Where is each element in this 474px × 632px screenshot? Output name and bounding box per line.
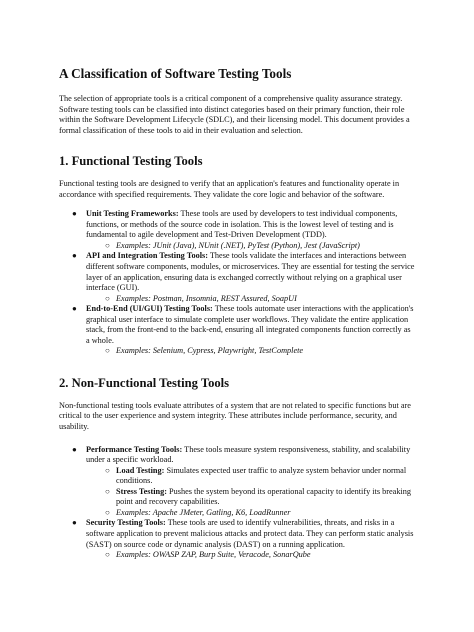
sub-text: Pushes the system beyond its operational capacity to identify its breaking point and recovery capabilities. <box>116 486 411 507</box>
examples-text: Examples: Apache JMeter, Gatling, K6, LoadRunner <box>116 507 291 517</box>
circle-bullet-icon: ○ <box>105 486 110 496</box>
item-text: These tools validate the interfaces and interactions between different software components, modules, or microservices. They are essential for testing the service layer of an application, ensuring data is exchanged correctly without relying on a graphical user interface (GUI). <box>86 251 415 293</box>
section-intro-non-functional: Non-functional testing tools evaluate attributes of a system that are not related to specific functions but are critical to the user experience and system integrity. These attributes include performance, security, and usability. <box>59 400 411 432</box>
circle-bullet-icon: ○ <box>105 550 110 560</box>
circle-bullet-icon: ○ <box>105 346 110 356</box>
item-term: Performance Testing Tools: <box>86 444 183 454</box>
sub-list <box>86 241 415 252</box>
list-item-e2e-testing <box>59 304 415 357</box>
examples-item <box>59 294 415 305</box>
sub-term: Stress Testing: <box>116 486 167 496</box>
item-text: These tools are used by developers to test individual components, functions, or methods of the source code in isolation. This is the lowest level of testing and is fundamental to agile development and Test-Driven Development (TDD). <box>86 209 398 240</box>
list-item-api-testing <box>59 251 415 304</box>
intro-paragraph: The selection of appropriate tools is a critical component of a comprehensive quality assurance strategy. Software testing tools can be classified into distinct categories based on their primary function, their role within the Software Development Lifecycle (SDLC), and their licensing model. This document provides a formal classification of these tools to aid in their evaluation and selection. <box>59 94 410 135</box>
section-intro-functional: Functional testing tools are designed to verify that an application's features and functionality operate in accordance with specified requirements. They validate the core logic and behavior of the software. <box>59 179 400 199</box>
item-term: Unit Testing Frameworks: <box>86 209 179 219</box>
sub-term: Load Testing: <box>116 465 165 475</box>
non-functional-tools-list <box>59 445 415 561</box>
load-testing-item <box>59 466 415 487</box>
circle-bullet-icon: ○ <box>105 240 110 250</box>
item-term: API and Integration Testing Tools: <box>86 251 208 261</box>
stress-testing-item <box>59 487 415 508</box>
examples-item <box>59 508 415 519</box>
circle-bullet-icon: ○ <box>105 507 110 517</box>
sub-text: Simulates expected user traffic to analyze system behavior under normal conditions. <box>116 465 407 486</box>
examples-text: Examples: JUnit (Java), NUnit (.NET), PyTest (Python), Jest (JavaScript) <box>116 240 360 250</box>
sub-list <box>86 550 415 561</box>
examples-item <box>59 346 415 357</box>
document-title: A Classification of Software Testing Tools <box>59 66 292 81</box>
item-text: These tools are used to identify vulnerabilities, threats, and risks in a software application to prevent malicious attacks and protect data. They can perform static analysis (SAST) on source code or dynamic analysis (DAST) on a running application. <box>86 518 414 549</box>
section-heading-functional: 1. Functional Testing Tools <box>59 154 203 169</box>
sub-list <box>86 346 415 357</box>
item-text: These tools automate user interactions with the application's graphical user interface to simulate complete user workflows. They validate the entire application stack, from the front-end to the back-end, ensuring all integrated components function correctly as a whole. <box>86 304 414 345</box>
circle-bullet-icon: ○ <box>105 293 110 303</box>
list-item-unit-testing <box>59 209 415 251</box>
examples-text: Examples: Selenium, Cypress, Playwright, TestComplete <box>116 346 304 356</box>
circle-bullet-icon: ○ <box>105 465 110 475</box>
examples-text: Examples: Postman, Insomnia, REST Assured, SoapUI <box>116 293 297 303</box>
examples-item <box>59 550 415 561</box>
bullet-icon: ● <box>72 518 77 528</box>
list-item-performance-testing <box>59 445 415 519</box>
bullet-icon: ● <box>72 209 77 219</box>
examples-text: Examples: OWASP ZAP, Burp Suite, Veracode, SonarQube <box>116 550 311 560</box>
bullet-icon: ● <box>72 251 77 261</box>
list-item-security-testing <box>59 518 415 560</box>
sub-list <box>86 466 415 519</box>
item-text: These tools measure system responsiveness, stability, and scalability under a specific workload. <box>86 444 411 465</box>
bullet-icon: ● <box>72 304 77 314</box>
sub-list <box>86 294 415 305</box>
item-term: End-to-End (UI/GUI) Testing Tools: <box>86 304 213 314</box>
bullet-icon: ● <box>72 444 77 454</box>
functional-tools-list <box>59 209 415 357</box>
section-heading-non-functional: 2. Non-Functional Testing Tools <box>59 375 230 390</box>
item-term: Security Testing Tools: <box>86 518 166 528</box>
examples-item <box>59 241 415 252</box>
